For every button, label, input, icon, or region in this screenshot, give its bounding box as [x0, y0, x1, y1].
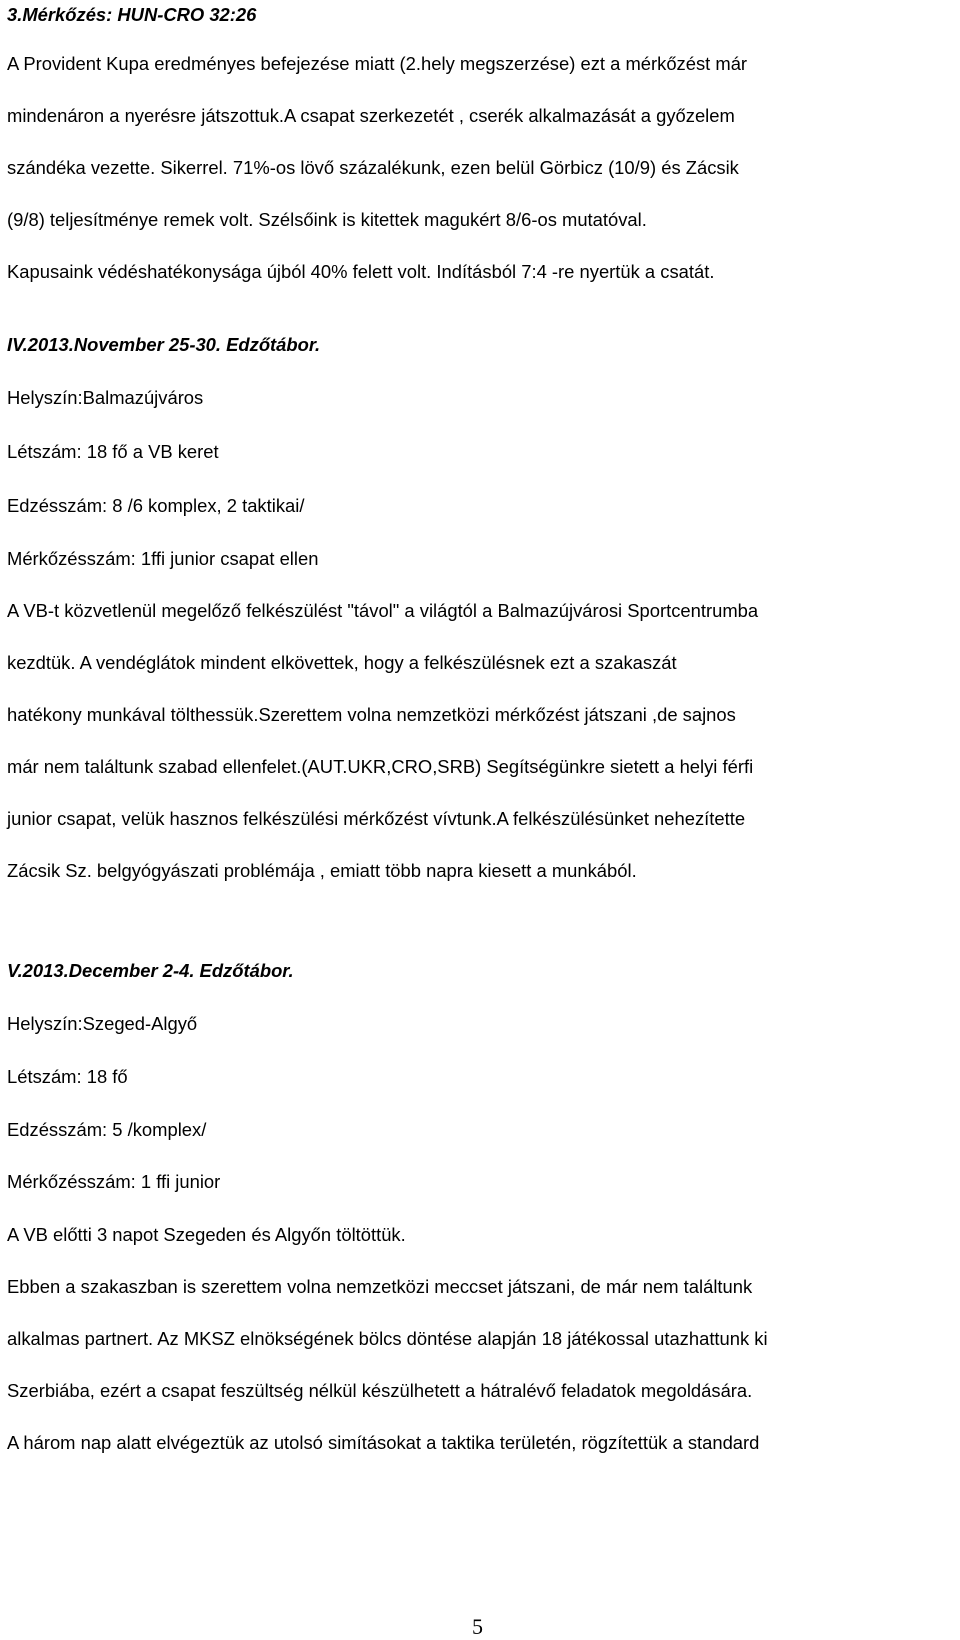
headcount-line: Létszám: 18 fő a VB keret: [7, 441, 219, 462]
training-count-line: Edzésszám: 5 /komplex/: [7, 1119, 207, 1140]
december-heading: V.2013.December 2-4. Edzőtábor.: [7, 960, 294, 981]
paragraph-line: Zácsik Sz. belgyógyászati problémája , emiatt több napra kiesett a munkából.: [7, 860, 637, 881]
paragraph-line: alkalmas partnert. Az MKSZ elnökségének bölcs döntése alapján 18 játékossal utazhattunk ki: [7, 1328, 768, 1349]
paragraph-line: hatékony munkával tölthessük.Szerettem volna nemzetközi mérkőzést játszani ,de sajnos: [7, 704, 736, 725]
paragraph-line: A Provident Kupa eredményes befejezése miatt (2.hely megszerzése) ezt a mérkőzést már: [7, 53, 748, 74]
match-count-line: Mérkőzésszám: 1 ffi junior: [7, 1171, 221, 1192]
paragraph-line: már nem találtunk szabad ellenfelet.(AUT.UKR,CRO,SRB) Segítségünkre sietett a helyi férfi: [7, 756, 754, 777]
paragraph-line: A VB-t közvetlenül megelőző felkészülést "távol" a világtól a Balmazújvárosi Sportcentrumba: [7, 600, 759, 621]
paragraph-line: Szerbiába, ezért a csapat feszültség nélkül készülhetett a hátralévő feladatok megoldására.: [7, 1380, 753, 1401]
page-number: 5: [472, 1614, 483, 1639]
paragraph-line: A VB előtti 3 napot Szegeden és Algyőn töltöttük.: [7, 1224, 406, 1245]
november-heading: IV.2013.November 25-30. Edzőtábor.: [7, 334, 321, 355]
match-heading: 3.Mérkőzés: HUN-CRO 32:26: [7, 4, 257, 25]
headcount-line: Létszám: 18 fő: [7, 1066, 128, 1087]
training-count-line: Edzésszám: 8 /6 komplex, 2 taktikai/: [7, 495, 305, 516]
paragraph-line: Ebben a szakaszban is szerettem volna nemzetközi meccset játszani, de már nem találtunk: [7, 1276, 753, 1297]
location-line: Helyszín:Szeged-Algyő: [7, 1013, 198, 1034]
paragraph-line: Kapusaink védéshatékonysága újból 40% felett volt. Indításból 7:4 -re nyertük a csatát.: [7, 261, 715, 282]
paragraph-line: junior csapat, velük hasznos felkészülési mérkőzést vívtunk.A felkészülésünket nehezítette: [7, 808, 746, 829]
match-count-line: Mérkőzésszám: 1ffi junior csapat ellen: [7, 548, 319, 569]
paragraph-line: mindenáron a nyerésre játszottuk.A csapat szerkezetét , cserék alkalmazását a győzelem: [7, 105, 735, 126]
paragraph-line: kezdtük. A vendéglátok mindent elkövettek, hogy a felkészülésnek ezt a szakaszát: [7, 652, 677, 673]
paragraph-line: A három nap alatt elvégeztük az utolsó simításokat a taktika területén, rögzítettük a standard: [7, 1432, 760, 1453]
paragraph-line: (9/8) teljesítménye remek volt. Szélsőink is kitettek magukért 8/6-os mutatóval.: [7, 209, 647, 230]
location-line: Helyszín:Balmazújváros: [7, 387, 204, 408]
paragraph-line: szándéka vezette. Sikerrel. 71%-os lövő százalékunk, ezen belül Görbicz (10/9) és Zácsik: [7, 157, 739, 178]
